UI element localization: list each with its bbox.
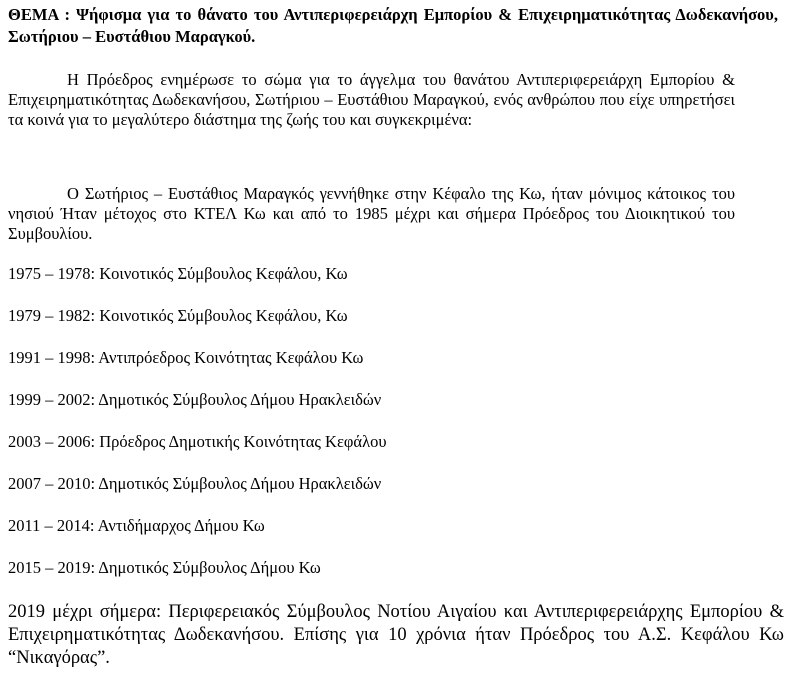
timeline-entry: 1991 – 1998: Αντιπρόεδρος Κοινότητας Κεφάλου Κω — [8, 348, 364, 367]
career-timeline — [8, 264, 748, 600]
timeline-entry: 1979 – 1982: Κοινοτικός Σύμβουλος Κεφάλου, Κω — [8, 306, 348, 325]
intro-paragraph: Η Πρόεδρος ενημέρωσε το σώμα για το άγγελμα του θανάτου Αντιπεριφερειάρχη Εμπορίου & Επιχειρηματικότητας Δωδεκανήσου, Σωτήριου – Ευστάθιου Μαραγκού, ενός ανθρώπου που είχε υπηρετήσει τα κοινά για το μεγαλύτερο διάστημα της ζωής του και συγκεκριμένα: — [8, 70, 735, 129]
biography-paragraph: Ο Σωτήριος – Ευστάθιος Μαραγκός γεννήθηκε στην Κέφαλο της Κω, ήταν μόνιμος κάτοικος του νησιού Ήταν μέτοχος στο ΚΤΕΛ Κω και από το 1985 μέχρι και σήμερα Πρόεδρος του Διοικητικού του Συμβουλίου. — [8, 184, 735, 243]
timeline-entry: 1975 – 1978: Κοινοτικός Σύμβουλος Κεφάλου, Κω — [8, 264, 348, 283]
timeline-entry: 2003 – 2006: Πρόεδρος Δημοτικής Κοινότητας Κεφάλου — [8, 432, 387, 451]
timeline-entry: 1999 – 2002: Δημοτικός Σύμβουλος Δήμου Ηρακλειδών — [8, 390, 382, 409]
document-subject: ΘΕΜΑ : Ψήφισμα για το θάνατο του Αντιπεριφερειάρχη Εμπορίου & Επιχειρηματικότητας Δωδεκανήσου, Σωτήριου – Ευστάθιου Μαραγκού. — [8, 5, 778, 46]
timeline-entry: 2015 – 2019: Δημοτικός Σύμβουλος Δήμου Κω — [8, 558, 321, 577]
timeline-entry: 2007 – 2010: Δημοτικός Σύμβουλος Δήμου Ηρακλειδών — [8, 474, 382, 493]
closing-paragraph: 2019 μέχρι σήμερα: Περιφερειακός Σύμβουλος Νοτίου Αιγαίου και Αντιπεριφερειάρχης Εμπορίου & Επιχειρηματικότητας Δωδεκανήσου. Επίσης για 10 χρόνια ήταν Πρόεδρος του Α.Σ. Κεφάλου Κω “Νικαγόρας”. — [8, 602, 784, 668]
timeline-entry: 2011 – 2014: Αντιδήμαρχος Δήμου Κω — [8, 516, 265, 535]
